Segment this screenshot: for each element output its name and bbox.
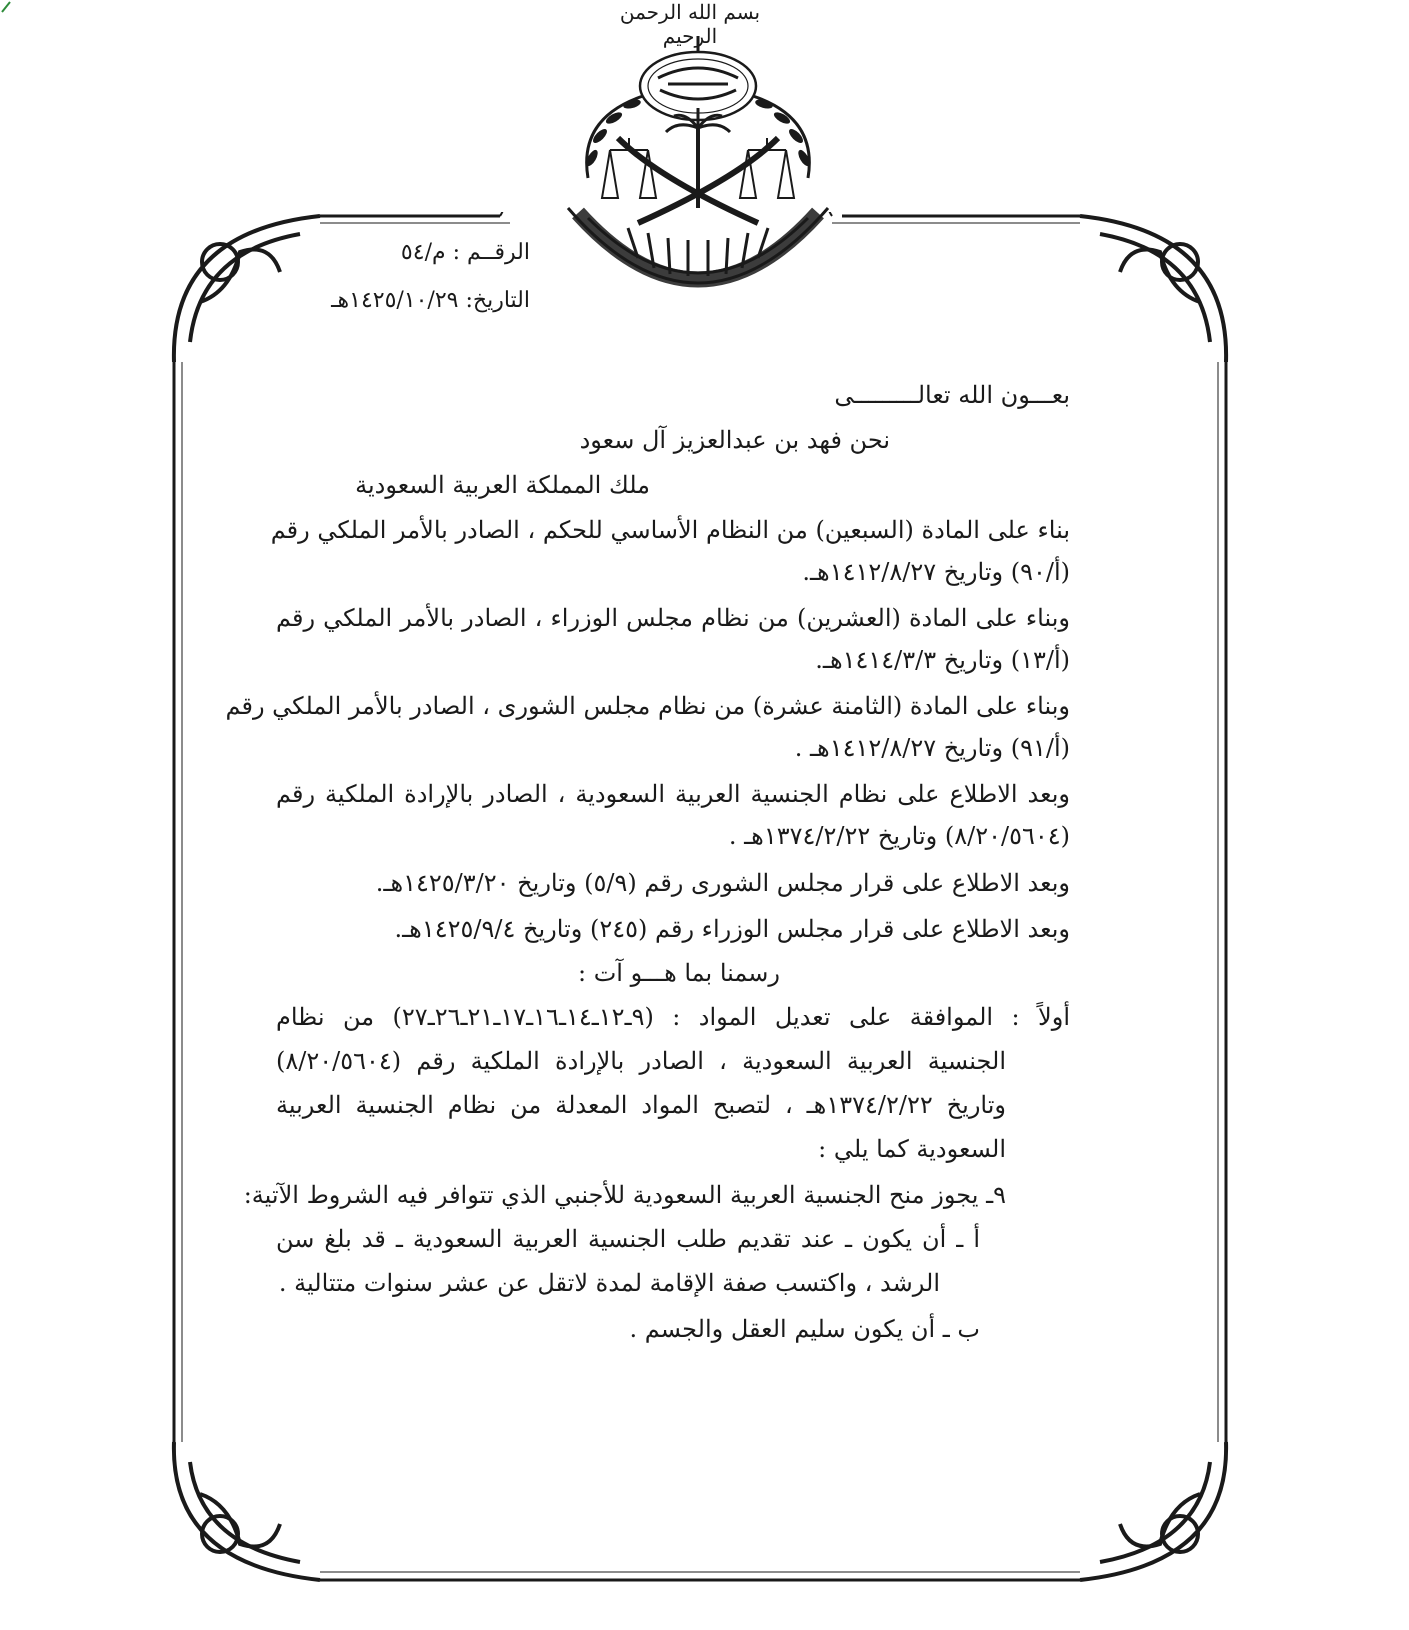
reference-number: الرقــم : م/٥٤ <box>400 240 530 265</box>
ornamental-frame <box>170 212 1230 1584</box>
first-line-2: الجنسية العربية السعودية ، الصادر بالإرادة الملكية رقم (٨/٢٠/٥٦٠٤) <box>276 1047 1006 1075</box>
clause-4-line-2: (٨/٢٠/٥٦٠٤) وتاريخ ١٣٧٤/٢/٢٢هـ . <box>728 822 1070 850</box>
article-9-a-line-2: الرشد ، واكتسب صفة الإقامة لمدة لاتقل عن عشر سنوات متتالية . <box>278 1269 940 1297</box>
article-9-b: ب ـ أن يكون سليم العقل والجسم . <box>629 1315 980 1343</box>
clause-1-line-1: بناء على المادة (السبعين) من النظام الأساسي للحكم ، الصادر بالأمر الملكي رقم <box>270 516 1070 544</box>
ministers-line: وبعد الاطلاع على قرار مجلس الوزراء رقم (٢٤٥) وتاريخ ١٤٢٥/٩/٤هـ. <box>394 915 1070 943</box>
clause-2-line-1: وبناء على المادة (العشرين) من نظام مجلس الوزراء ، الصادر بالأمر الملكي رقم <box>276 604 1070 632</box>
first-line-1: أولاً : الموافقة على تعديل المواد : (٩ـ١٢ـ١٤ـ١٦ـ١٧ـ٢١ـ٢٦ـ٢٧) من نظام <box>276 1003 1070 1031</box>
green-corner-mark <box>0 0 14 14</box>
first-line-4: السعودية كما يلي : <box>818 1135 1006 1163</box>
clause-2-line-2: (أ/١٣) وتاريخ ١٤١٤/٣/٣هـ. <box>815 646 1070 674</box>
sender-line: نحن فهد بن عبدالعزيز آل سعود <box>579 426 890 454</box>
opening-line: بعـــون الله تعالـــــــــى <box>834 381 1070 409</box>
title-line: ملك المملكة العربية السعودية <box>355 471 650 499</box>
clause-3-line-2: (أ/٩١) وتاريخ ١٤١٢/٨/٢٧هـ . <box>794 734 1070 762</box>
first-line-3: وتاريخ ١٣٧٤/٢/٢٢هـ ، لتصبح المواد المعدلة من نظام الجنسية العربية <box>276 1091 1006 1119</box>
shura-line: وبعد الاطلاع على قرار مجلس الشورى رقم (٥/٩) وتاريخ ١٤٢٥/٣/٢٠هـ. <box>375 869 1070 897</box>
clause-1-line-2: (أ/٩٠) وتاريخ ١٤١٢/٨/٢٧هـ. <box>802 558 1070 586</box>
reference-date: التاريخ: ١٤٢٥/١٠/٢٩هـ <box>331 288 530 313</box>
clause-3-line-1: وبناء على المادة (الثامنة عشرة) من نظام مجلس الشورى ، الصادر بالأمر الملكي رقم <box>225 692 1070 720</box>
article-9-intro: ٩ـ يجوز منح الجنسية العربية السعودية للأجنبي الذي تتوافر فيه الشروط الآتية: <box>243 1181 1006 1209</box>
basmala: بسم الله الرحمن الرحيم <box>619 0 761 48</box>
clause-4-line-1: وبعد الاطلاع على نظام الجنسية العربية السعودية ، الصادر بالإرادة الملكية رقم <box>276 780 1070 808</box>
decree-line: رسمنا بما هـــو آت : <box>577 959 780 987</box>
article-9-a-line-1: أ ـ أن يكون ـ عند تقديم طلب الجنسية العربية السعودية ـ قد بلغ سن <box>276 1225 980 1253</box>
